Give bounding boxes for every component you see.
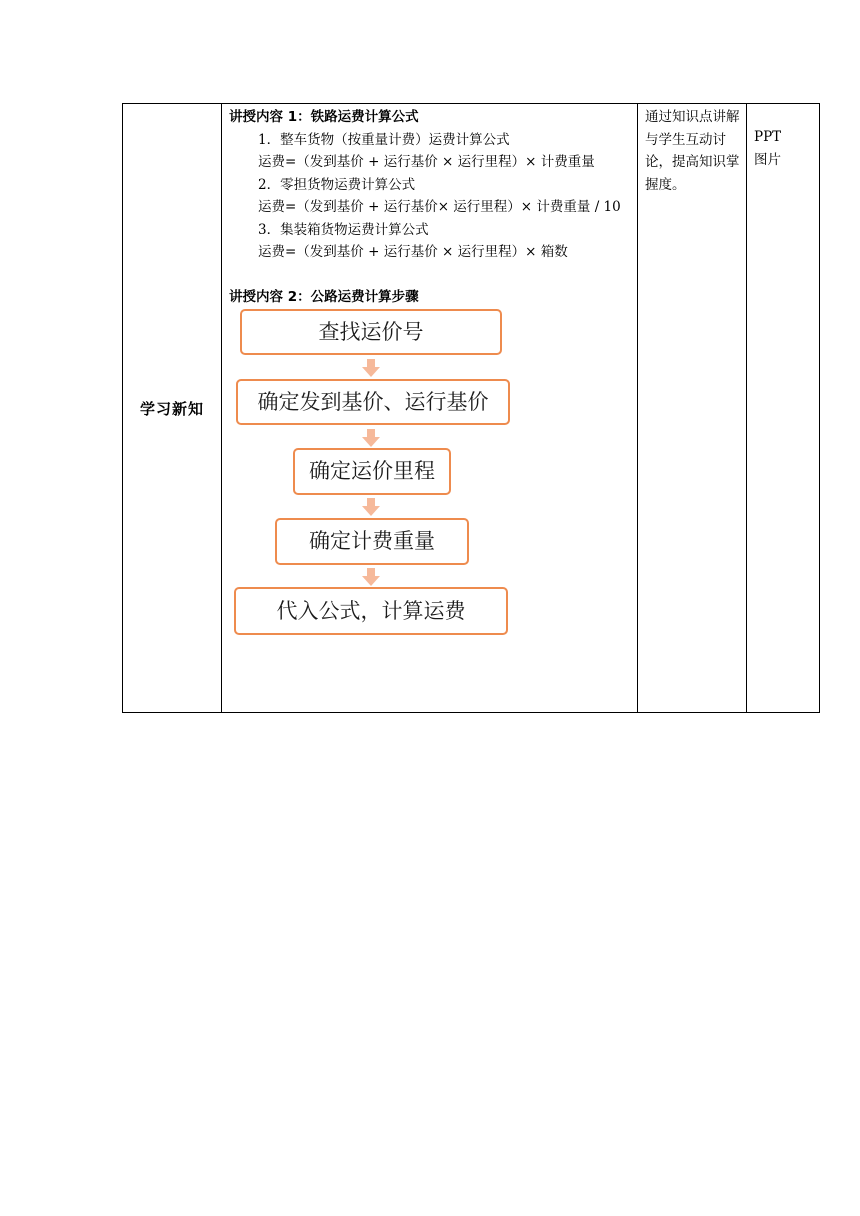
arrow-down-icon — [362, 429, 380, 447]
resources-cell — [747, 104, 820, 713]
formula2: 运费=（发到基价 + 运行基价× 运行里程）× 计费重量 / 10 — [258, 199, 621, 215]
flow-step-3: 确定运价里程 — [293, 448, 451, 495]
design-intent-text: 通过知识点讲解与学生互动讨论，提高知识掌握度。 — [645, 109, 740, 193]
flow-step-2: 确定发到基价、运行基价 — [236, 379, 510, 425]
arrow-down-icon — [362, 498, 380, 516]
resource-images: 图片 — [754, 151, 781, 168]
formula3: 运费=（发到基价 + 运行基价 × 运行里程）× 箱数 — [258, 244, 568, 260]
flow-step-1: 查找运价号 — [240, 309, 502, 355]
arrow-down-icon — [362, 568, 380, 586]
flow-step-5: 代入公式，计算运费 — [234, 587, 508, 635]
design-intent-cell — [638, 104, 747, 713]
resource-ppt: PPT — [754, 129, 782, 145]
formula1-title: 1．整车货物（按重量计费）运费计算公式 — [258, 131, 510, 148]
section1-heading: 讲授内容 1：铁路运费计算公式 — [229, 109, 419, 125]
formula3-title: 3．集装箱货物运费计算公式 — [258, 221, 429, 238]
section2-heading: 讲授内容 2：公路运费计算步骤 — [229, 288, 419, 305]
formula2-title: 2．零担货物运费计算公式 — [258, 176, 416, 193]
arrow-down-icon — [362, 359, 380, 377]
lesson-row — [123, 104, 820, 713]
lesson-table — [122, 103, 820, 713]
flow-step-4: 确定计费重量 — [275, 518, 469, 565]
stage-label: 学习新知 — [139, 399, 204, 418]
flowchart — [222, 308, 631, 638]
formula1: 运费=（发到基价 + 运行基价 × 运行里程）× 计费重量 — [258, 154, 595, 170]
content-cell — [222, 104, 638, 713]
stage-cell — [123, 104, 222, 713]
